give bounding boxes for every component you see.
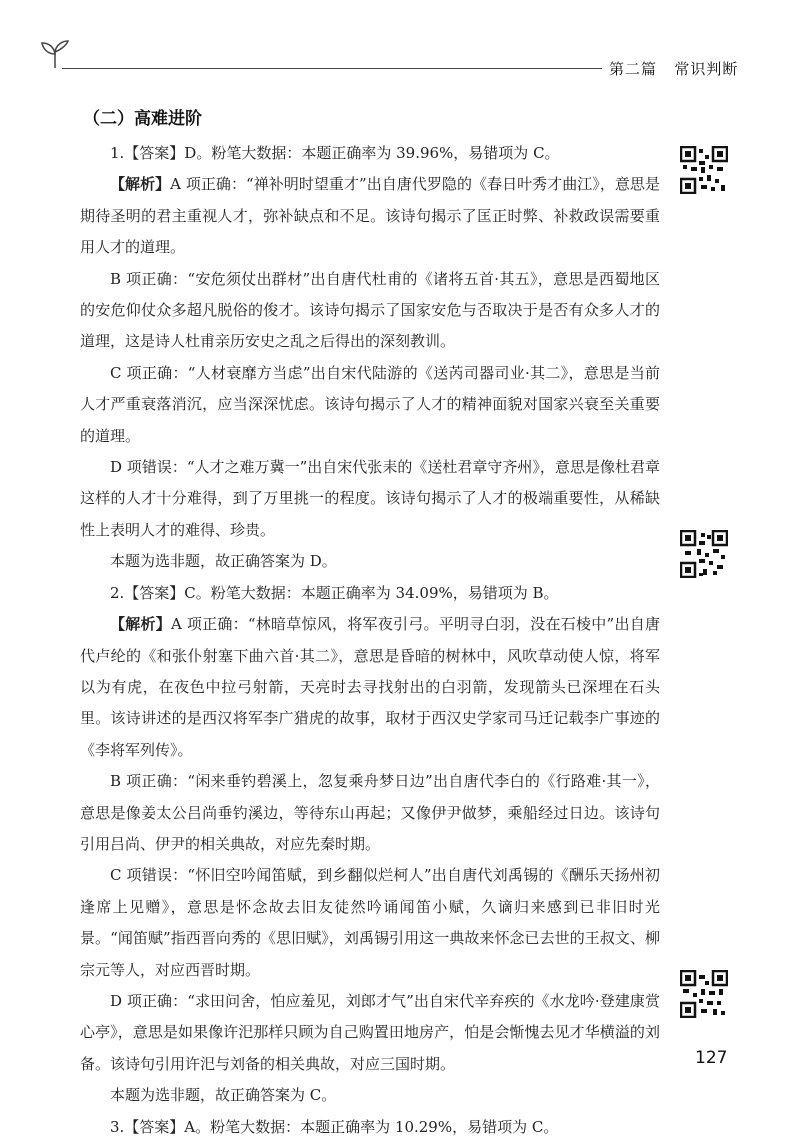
qr-code-icon[interactable] bbox=[680, 146, 728, 194]
answer-content bbox=[80, 138, 660, 1143]
header-chapter: 常识判断 bbox=[674, 60, 739, 78]
paragraph: 本题为选非题，故正确答案为 C。 bbox=[110, 1086, 337, 1105]
paragraph: B 项正确：“安危须仗出群材”出自唐代杜甫的《诸将五首·其五》，意思是西蜀地区的安危仰仗众多超凡脱俗的俊才。该诗句揭示了国家安危与否取决于是否有众多人才的道理，这是诗人杜甫亲历安史之乱之后得出的深刻教训。 bbox=[80, 269, 660, 351]
paragraph: 3.【答案】A。粉笔大数据：本题正确率为 10.29%，易错项为 C。 bbox=[110, 1117, 559, 1136]
paragraph: B 项正确：“闲来垂钓碧溪上，忽复乘舟梦日边”出自唐代李白的《行路难·其一》，意思是像姜太公吕尚垂钓溪边，等待东山再起；又像伊尹做梦，乘船经过日边。该诗句引用吕尚、伊尹的相关典故，对应先秦时期。 bbox=[80, 772, 660, 853]
qr-code-icon[interactable] bbox=[680, 970, 728, 1018]
sprout-icon bbox=[38, 38, 72, 72]
paragraph: 本题为选非题，故正确答案为 D。 bbox=[110, 552, 337, 571]
paragraph: 【解析】A 项正确：“禅补明时望重才”出自唐代罗隐的《春日叶秀才曲江》，意思是期待圣明的君主重视人才，弥补缺点和不足。该诗句揭示了匡正时弊、补救政误需要重用人才的道理。 bbox=[80, 175, 660, 257]
paragraph: 2.【答案】C。粉笔大数据：本题正确率为 34.09%，易错项为 B。 bbox=[110, 583, 559, 602]
running-header bbox=[609, 58, 738, 79]
paragraph: 1.【答案】D。粉笔大数据：本题正确率为 39.96%，易错项为 C。 bbox=[110, 144, 560, 162]
page-number: 127 bbox=[695, 1048, 728, 1068]
paragraph: 【解析】A 项正确：“林暗草惊风，将军夜引弓。平明寻白羽，没在石棱中”出自唐代卢纶的《和张仆射塞下曲六首·其二》，意思是昏暗的树林中，风吹草动使人惊，将军以为有虎，在夜色中拉弓射箭，天亮时去寻找射出的白羽箭，发现箭头已深埋在石头里。该诗讲述的是西汉将军李广猎虎的故事，取材于西汉史学家司马迁记载李广事迹的《李将军列传》。 bbox=[80, 615, 660, 759]
paragraph: C 项正确：“人材衰靡方当虑”出自宋代陆游的《送芮司器司业·其二》，意思是当前人才严重衰落消沉，应当深深忧虑。该诗句揭示了人才的精神面貌对国家兴衰至关重要的道理。 bbox=[80, 363, 660, 445]
paragraph: D 项正确：“求田问舍，怕应羞见，刘郎才气”出自宋代辛弃疾的《水龙吟·登建康赏心亭》，意思是如果像许汜那样只顾为自己购置田地房产，怕是会惭愧去见才华横溢的刘备。该诗句引用许汜与刘备的相关典故，对应三国时期。 bbox=[80, 991, 660, 1073]
qr-code-icon[interactable] bbox=[680, 530, 728, 578]
paragraph: D 项错误：“人才之难万冀一”出自宋代张耒的《送杜君章守齐州》，意思是像杜君章这样的人才十分难得，到了万里挑一的程度。该诗句揭示了人才的极端重要性，从稀缺性上表明人才的难得、珍贵。 bbox=[80, 458, 660, 539]
header-rule bbox=[62, 68, 602, 69]
header-section: 第二篇 bbox=[609, 60, 658, 78]
section-title: （二）高难进阶 bbox=[83, 109, 202, 129]
paragraph: C 项错误：“怀旧空吟闻笛赋，到乡翻似烂柯人”出自唐代刘禹锡的《酬乐天扬州初逢席上见赠》，意思是怀念故去旧友徒然吟诵闻笛小赋，久谪归来感到已非旧时光景。“闻笛赋”指西晋向秀的《思旧赋》，刘禹锡引用这一典故来怀念已去世的王叔文、柳宗元等人，对应西晋时期。 bbox=[80, 866, 660, 979]
